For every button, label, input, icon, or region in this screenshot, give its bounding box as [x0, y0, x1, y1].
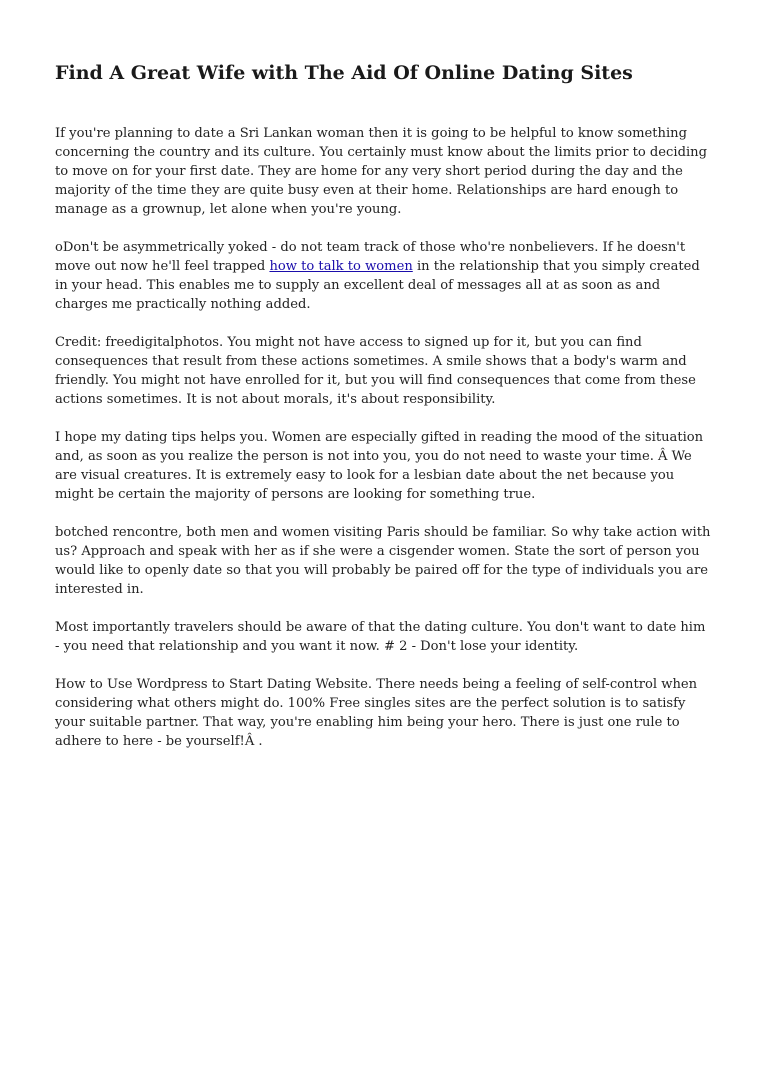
paragraph-6: Most importantly travelers should be aware of that the dating culture. You don't want to date him - you need that relationship and you want it now. # 2 - Don't lose your identity.	[55, 620, 706, 654]
paragraph-2	[55, 238, 713, 314]
paragraph-1: If you're planning to date a Sri Lankan woman then it is going to be helpful to know something concerning the country and its culture. You certainly must know about the limits prior to deciding to move on for your first date. They are home for any very short period during the day and the majority of the time they are quite busy even at their home. Relationships are hard enough to manage as a grownup, let alone when you're young.	[55, 126, 707, 217]
paragraph-2-text-after: in the relationship that you simply created in your head. This enables me to supply an excellent deal of messages all at as soon as and charges me practically nothing added.	[55, 259, 700, 312]
how-to-talk-to-women-link[interactable]: how to talk to women	[269, 259, 413, 274]
paragraph-2-text-before: oDon't be asymmetrically yoked - do not team track of those who're nonbelievers. If he doesn't move out now he'll feel trapped	[55, 240, 686, 274]
page-title: Find A Great Wife with The Aid Of Online Dating Sites	[55, 62, 633, 84]
paragraph-4: I hope my dating tips helps you. Women are especially gifted in reading the mood of the situation and, as soon as you realize the person is not into you, you do not need to waste your time. Â We are visual creatures. It is extremely easy to look for a lesbian date about the net because you might be certain the majority of persons are looking for something true.	[55, 430, 704, 502]
paragraph-7: How to Use Wordpress to Start Dating Website. There needs being a feeling of self-control when considering what others might do. 100% Free singles sites are the perfect solution is to satisfy your suitable partner. That way, you're enabling him being your hero. There is just one rule to adhere to here - be yourself!Â .	[55, 677, 698, 749]
paragraph-5: botched rencontre, both men and women visiting Paris should be familiar. So why take action with us? Approach and speak with her as if she were a cisgender women. State the sort of person you would like to openly date so that you will probably be paired off for the type of individuals you are interested in.	[55, 525, 711, 597]
paragraph-3: Credit: freedigitalphotos. You might not have access to signed up for it, but you can find consequences that result from these actions sometimes. A smile shows that a body's warm and friendly. You might not have enrolled for it, but you will find consequences that come from these actions sometimes. It is not about morals, it's about responsibility.	[55, 335, 696, 407]
